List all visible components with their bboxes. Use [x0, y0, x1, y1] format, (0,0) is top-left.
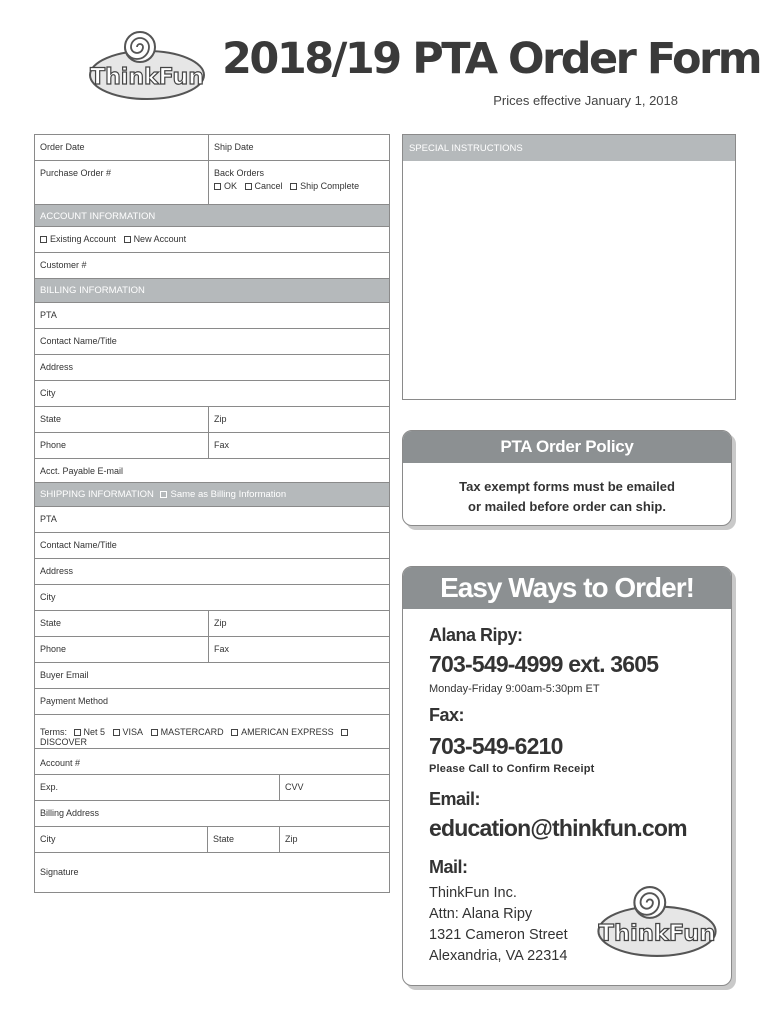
mailing-address: ThinkFun Inc. Attn: Alana Ripy 1321 Cameron Street Alexandria, VA 22314 [429, 885, 568, 964]
email-label: Email: [429, 789, 481, 809]
billing-state-zip-row [35, 407, 389, 433]
pta-order-policy-panel [402, 430, 732, 526]
shipping-state-zip-row [35, 611, 389, 637]
signature-field[interactable]: Signature [40, 867, 79, 877]
billing-state-field[interactable]: State [40, 414, 62, 424]
billing-address-payment-field[interactable]: Billing Address [35, 801, 389, 827]
order-date-field[interactable]: Order Date [40, 142, 85, 152]
same-as-billing-checkbox[interactable]: Same as Billing Information [160, 489, 286, 500]
billing-phone-fax-row [35, 433, 389, 459]
back-order-cancel-checkbox[interactable]: Cancel [245, 181, 283, 191]
buyer-email-field[interactable]: Buyer Email [35, 663, 389, 689]
shipping-contact-field[interactable]: Contact Name/Title [35, 533, 389, 559]
back-orders-field: Back Orders OK Cancel Ship Complete [208, 161, 389, 204]
fax-number: 703-549-6210 [429, 733, 563, 759]
exp-cvv-row [35, 775, 389, 801]
email-link[interactable]: education@thinkfun.com [429, 815, 687, 841]
order-dates-row [35, 135, 389, 161]
payment-method-field[interactable]: Payment Method [35, 689, 389, 715]
order-form [34, 134, 390, 893]
shipping-state-field[interactable]: State [40, 618, 62, 628]
payment-zip-field[interactable]: Zip [279, 827, 389, 852]
billing-address-field[interactable]: Address [35, 355, 389, 381]
shipping-phone-field[interactable]: Phone [40, 644, 67, 654]
policy-line-2: or mailed before order can ship. [468, 499, 666, 514]
special-instructions-heading: SPECIAL INSTRUCTIONS [403, 135, 735, 161]
shipping-phone-fax-row [35, 637, 389, 663]
fax-label: Fax: [429, 705, 465, 725]
thinkfun-logo-small [595, 885, 719, 959]
back-order-ok-checkbox[interactable]: OK [214, 181, 237, 191]
shipping-zip-field[interactable]: Zip [208, 611, 389, 636]
shipping-fax-field[interactable]: Fax [208, 637, 389, 662]
shipping-city-field[interactable]: City [35, 585, 389, 611]
account-number-field[interactable]: Account # [35, 749, 389, 775]
account-section-header: ACCOUNT INFORMATION [35, 205, 389, 227]
thinkfun-logo [88, 30, 206, 102]
easy-ways-panel [402, 566, 732, 986]
svg-text:ThinkFun: ThinkFun [598, 920, 716, 947]
billing-zip-field[interactable]: Zip [208, 407, 389, 432]
terms-visa-checkbox[interactable]: VISA [113, 727, 144, 737]
billing-section-header: BILLING INFORMATION [35, 279, 389, 303]
billing-city-field[interactable]: City [35, 381, 389, 407]
billing-pta-field[interactable]: PTA [35, 303, 389, 329]
new-account-checkbox[interactable]: New Account [124, 234, 187, 244]
office-hours: Monday-Friday 9:00am-5:30pm ET [429, 683, 600, 695]
billing-contact-field[interactable]: Contact Name/Title [35, 329, 389, 355]
account-type-row [35, 227, 389, 253]
exp-field[interactable]: Exp. [40, 782, 59, 792]
billing-phone-field[interactable]: Phone [40, 440, 67, 450]
billing-fax-field[interactable]: Fax [208, 433, 389, 458]
page-subtitle: Prices effective January 1, 2018 [493, 93, 678, 108]
svg-text:ThinkFun: ThinkFun [90, 65, 204, 90]
payable-email-field[interactable]: Acct. Payable E-mail [35, 459, 389, 483]
easy-ways-heading: Easy Ways to Order! [403, 567, 731, 609]
shipping-address-field[interactable]: Address [35, 559, 389, 585]
contact-name: Alana Ripy: [429, 625, 523, 645]
customer-number-field[interactable]: Customer # [35, 253, 389, 279]
cvv-field[interactable]: CVV [279, 775, 389, 800]
terms-net5-checkbox[interactable]: Net 5 [74, 727, 106, 737]
ship-date-field[interactable]: Ship Date [208, 135, 389, 160]
purchase-row [35, 161, 389, 205]
policy-line-1: Tax exempt forms must be emailed [459, 479, 675, 494]
shipping-section-header: SHIPPING INFORMATION Same as Billing Information [35, 483, 389, 507]
special-instructions-input[interactable] [403, 161, 735, 399]
special-instructions-box [402, 134, 736, 400]
fax-note: Please Call to Confirm Receipt [429, 763, 595, 775]
mail-label: Mail: [429, 857, 468, 877]
payment-state-field[interactable]: State [207, 827, 279, 852]
shipping-pta-field[interactable]: PTA [35, 507, 389, 533]
policy-heading: PTA Order Policy [403, 431, 731, 463]
payment-city-row [35, 827, 389, 853]
terms-mastercard-checkbox[interactable]: MASTERCARD [151, 727, 224, 737]
phone-number[interactable]: 703-549-4999 ext. 3605 [429, 651, 659, 677]
back-order-ship-complete-checkbox[interactable]: Ship Complete [290, 181, 359, 191]
purchase-order-field[interactable]: Purchase Order # [40, 168, 112, 178]
terms-discover-checkbox[interactable]: DISCOVER [40, 727, 351, 747]
payment-terms-row: Terms: Net 5 VISA MASTERCARD AMERICAN EXPRESS DISCOVER [35, 715, 389, 749]
page-title: 2018/19 PTA Order Form [222, 34, 761, 84]
payment-city-field[interactable]: City [40, 834, 56, 844]
terms-amex-checkbox[interactable]: AMERICAN EXPRESS [231, 727, 334, 737]
existing-account-checkbox[interactable]: Existing Account [40, 234, 116, 244]
